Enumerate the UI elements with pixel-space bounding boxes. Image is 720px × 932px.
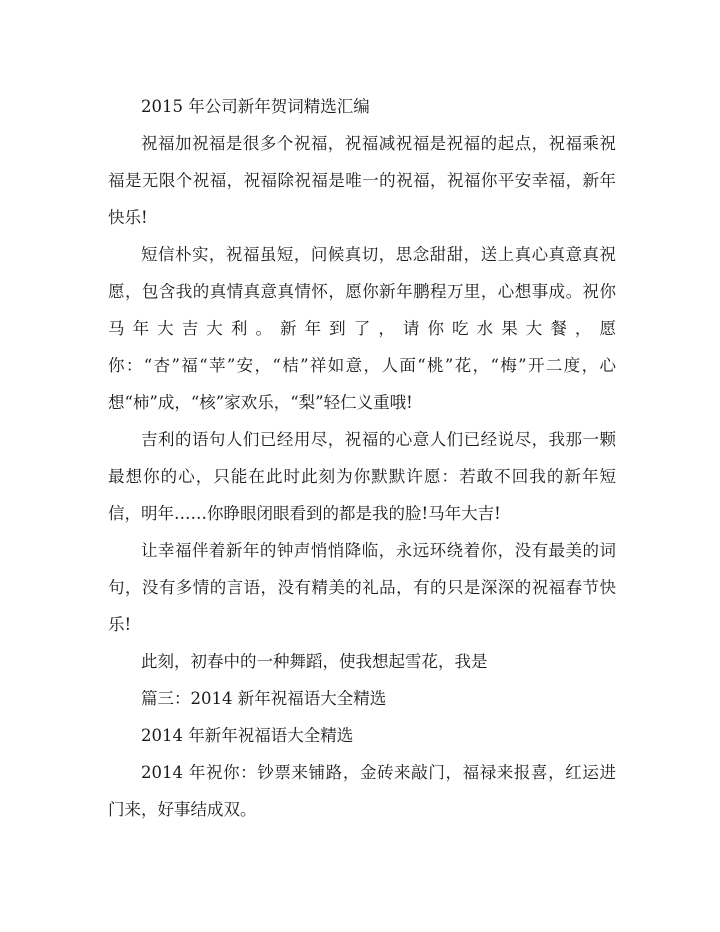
section-subheading: 2014 年新年祝福语大全精选 [141, 726, 354, 745]
paragraph-4: 让幸福伴着新年的钟声悄悄降临，永远环绕着你，没有最美的词句，没有多情的言语，没有精美的礼品，有的只是深深的祝福春节快乐! [108, 541, 616, 634]
paragraph-3: 吉利的语句人们已经用尽，祝福的心意人们已经说尽，我那一颗最想你的心，只能在此时此刻为你默默许愿：若敢不回我的新年短信，明年……你睁眼闭眼看到的都是我的脸!马年大吉! [108, 430, 616, 523]
document-title: 2015 年公司新年贺词精选汇编 [141, 97, 370, 116]
paragraph-2: 短信朴实，祝福虽短，问候真切，思念甜甜，送上真心真意真祝愿，包含我的真情真意真情怀，愿你新年鹏程万里，心想事成。祝你马年大吉大利。新年到了，请你吃水果大餐，愿你：“杏”福“苹”安，“桔”祥如意，人面“桃”花，“梅”开二度，心想“柿”成，“核”家欢乐，“梨”轻仁义重哦! [108, 245, 616, 412]
paragraph-5: 此刻，初春中的一种舞蹈，使我想起雪花，我是 [141, 652, 488, 671]
paragraph-8: 2014 年祝你：钞票来铺路，金砖来敲门，福禄来报喜，红运进门来，好事结成双。 [108, 763, 616, 819]
paragraph-1: 祝福加祝福是很多个祝福，祝福减祝福是祝福的起点，祝福乘祝福是无限个祝福，祝福除祝福是唯一的祝福，祝福你平安幸福，新年快乐! [108, 134, 616, 227]
document-body [108, 88, 616, 828]
section-heading: 篇三：2014 新年祝福语大全精选 [141, 689, 387, 708]
